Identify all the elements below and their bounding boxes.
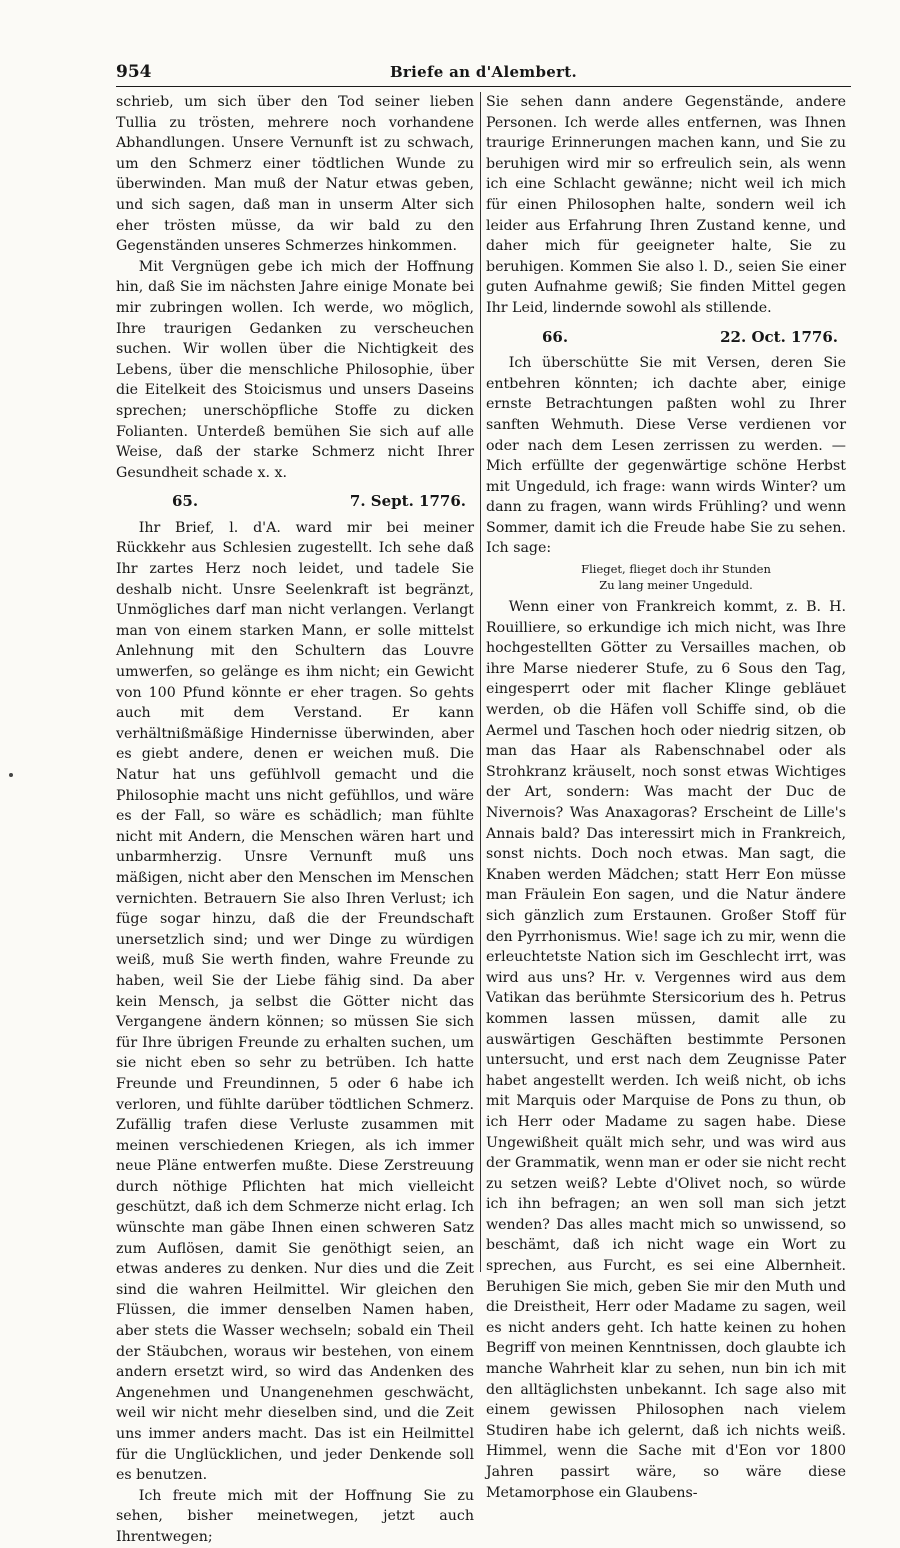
right-paragraph-3: Wenn einer von Frankreich kommt, z. B. H. Rouilliere, so erkundige ich mich nicht, was Ihre hochgestellten Götter zu Versailles machen, ob ihre Marse niederer Stufe, zu 6 Sous den Tag, eingesperrt oder mit flacher Klinge gebläuet werden, ob die Häfen voll Schiffe sind, ob die Aermel und Taschen hoch oder niedrig sitzen, ob man das Haar als Rabenschnabel oder als Strohkranz kräuselt, noch sonst etwas Wichtiges der Art, sondern: Was macht der Duc de Nivernois? Was Anaxagoras? Erscheint de Lille's Annais bald? Das interessirt mich in Frankreich, sonst nichts. Doch noch etwas. Man sagt, die Knaben werden Mädchen; statt Herr Eon müsse man Fräulein Eon sagen, und die Natur ändere sich gänzlich zum Erstaunen. Großer Stoff für den Pyrrhonismus. Wie! sage ich zu mir, wenn die erleuchtetste Nation sich im Geschlecht irrt, was wird aus uns? Hr. v. Vergennes wird aus dem Vatikan das berühmte Stersicorium des h. Petrus kommen lassen müssen, damit alle zu auswärtigen Geschäften bestimmte Personen untersucht, und erst nach dem Zeugnisse Pater habet angestellt werden. Ich weiß nicht, ob ichs mit Marquis oder Marquise de Pons zu thun, ob ich Herr oder Madame zu sagen habe. Diese Ungewißheit quält mich sehr, und was wird aus der Grammatik, wenn man er oder sie nicht recht zu setzen weiß? Lebte d'Olivet noch, so würde ich ihn befragen; an wen soll man sich jetzt wenden? Das alles macht mich so unwissend, so beschämt, daß ich nicht wage ein Wort zu sprechen, aus Furcht, es sei eine Albernheit. Beruhigen Sie mich, geben Sie mir den Muth und die Dreistheit, Herr oder Madame zu sagen, weil es nicht anders geht. Ich hatte keinen zu hohen Begriff von meinen Kenntnissen, doch glaubte ich manche Wahrheit klar zu sehen, nun bin ich mit den alltäglichsten unbekannt. Ich sage also mit einem gewissen Philosophen nach vielem Studiren habe ich gelernt, daß ich nichts weiß. Himmel, wenn die Sache mit d'Eon vor 1800 Jahren passirt wäre, so wäre diese Metamorphose ein Glaubens- xyxy=(486,599,846,1501)
left-paragraph-2: Mit Vergnügen gebe ich mich der Hoffnung hin, daß Sie im nächsten Jahre einige Monate bei mir zubringen wollen. Ich werde, wo möglich, Ihre traurigen Gedanken zu verscheuchen suchen. Wir wollen über die Nichtigkeit des Lebens, über die menschliche Philosophie, über die Eitelkeit des Stoicismus und unsers Daseins sprechen; unerschöpfliche Stoffe zu dicken Folianten. Unterdeß bemühen Sie sich auf alle Weise, daß der starke Schmerz nicht Ihrer Gesundheit schade x. x. xyxy=(116,258,474,481)
verse-line-1: Flieget, flieget doch ihr Stunden xyxy=(581,562,771,577)
column-divider xyxy=(480,92,481,1272)
running-title: Briefe an d'Alembert. xyxy=(389,63,578,81)
left-paragraph-1: schrieb, um sich über den Tod seiner lieben Tullia zu trösten, mehrere noch vorhandene Abhandlungen. Unsere Vernunft ist zu schwach, um den Schmerz einer tödtlichen Wunde zu überwinden. Man muß der Natur etwas geben, und sich sagen, daß man in unserm Alter sich eher trösten müsse, da wir bald zu den Gegenständen unseres Schmerzes hinkommen. xyxy=(116,94,474,255)
letter-65-date: 7. Sept. 1776. xyxy=(349,492,466,511)
page-header xyxy=(116,60,851,87)
right-paragraph-1: Sie sehen dann andere Gegenstände, andere Personen. Ich werde alles entfernen, was Ihnen traurige Erinnerungen machen kann, und Sie zu beruhigen wird mir so erfreulich sein, als wenn ich eine Schlacht gewänne; nicht weil ich mich für einen Philosophen halte, sondern weil ich leider aus Erfahrung Ihren Zustand kenne, und daher mich für geeigneter halte, Sie zu beruhigen. Kommen Sie also l. D., seien Sie einer guten Aufnahme gewiß; Sie finden Mittel gegen Ihr Leid, lindernde sowohl als stillende. xyxy=(486,94,846,316)
right-column xyxy=(486,92,846,1501)
margin-speck xyxy=(9,773,13,777)
verse-quote xyxy=(486,561,846,593)
letter-66-number: 66. xyxy=(542,327,569,346)
left-paragraph-3: Ihr Brief, l. d'A. ward mir bei meiner Rückkehr aus Schlesien zugestellt. Ich sehe daß Ihr zartes Herz noch leidet, und tadele Sie deshalb nicht. Unsre Seelenkraft ist begränzt, Unmögliches darf man nicht verlangen. Verlangt man von einem starken Mann, er solle mittelst Anlehnung mit den Schultern das Louvre umwerfen, so gelänge es ihm nicht; ein Gewicht von 100 Pfund könnte er eher tragen. So gehts auch mit dem Verstand. Er kann verhältnißmäßige Hindernisse überwinden, aber es giebt andere, denen er weichen muß. Die Natur hat uns gefühlvoll gemacht und die Philosophie macht uns nicht gefühllos, und wäre es der Fall, so wäre es schädlich; man fühlte nicht mit Andern, die Menschen wären hart und unbarmherzig. Unsre Vernunft muß uns mäßigen, nicht aber den Menschen im Menschen vernichten. Betrauern Sie also Ihren Verlust; ich füge sogar hinzu, daß die der Freundschaft unersetzlich sind; und wer Dinge zu würdigen weiß, muß Sie werth finden, wahre Freunde zu haben, weil Sie der Liebe fähig sind. Da aber kein Mensch, ja selbst die Götter nicht das Vergangene ändern können; so müssen Sie sich für Ihre übrigen Freunde zu erhalten suchen, um sie nicht eben so sehr zu betrüben. Ich hatte Freunde und Freundinnen, 5 oder 6 habe ich verloren, und fühlte darüber tödtlichen Schmerz. Zufällig trafen diese Verluste zusammen mit meinen verschiedenen Kriegen, als ich immer neue Pläne entwerfen mußte. Diese Zerstreuung durch nöthige Pflichten hat mich vielleicht geschützt, daß ich dem Schmerze nicht erlag. Ich wünschte man gäbe Ihnen einen schweren Satz zum Auflösen, damit Sie genöthigt seien, an etwas anderes zu denken. Nur dies und die Zeit sind die wahren Heilmittel. Wir gleichen den Flüssen, die immer denselben Namen haben, aber stets die Wasser wechseln; sobald ein Theil der Stäubchen, woraus wir bestehen, von einem andern ersetzt wird, so wird das Andenken des Angenehmen und Unangenehmen geschwächt, weil wir nicht mehr dieselben sind, und die Zeit uns immer anders macht. Das ist ein Heilmittel für die Unglücklichen, und jeder Denkende soll es benutzen. xyxy=(116,519,474,1484)
letter-65-heading xyxy=(172,491,466,512)
letter-66-heading xyxy=(542,327,838,348)
right-paragraph-2: Ich überschütte Sie mit Versen, deren Sie entbehren könnten; ich dachte aber, einige ernste Betrachtungen paßten wohl zu Ihrer sanften Wehmuth. Diese Verse verdienen vor oder nach dem Lesen zerrissen zu werden. — Mich erfüllte der gegenwärtige schöne Herbst mit Ungeduld, ich frage: wann wirds Winter? um dann zu fragen, wann wirds Frühling? und wenn Sommer, damit ich die Freude habe Sie zu sehen. Ich sage: xyxy=(486,355,846,557)
page-number: 954 xyxy=(116,62,152,82)
left-paragraph-4: Ich freute mich mit der Hoffnung Sie zu sehen, bisher meinetwegen, jetzt auch Ihrentwegen; xyxy=(116,1487,474,1545)
letter-65-number: 65. xyxy=(172,492,199,511)
verse-line-2: Zu lang meiner Ungeduld. xyxy=(599,578,753,593)
letter-66-date: 22. Oct. 1776. xyxy=(720,327,838,346)
left-column xyxy=(116,92,474,1545)
